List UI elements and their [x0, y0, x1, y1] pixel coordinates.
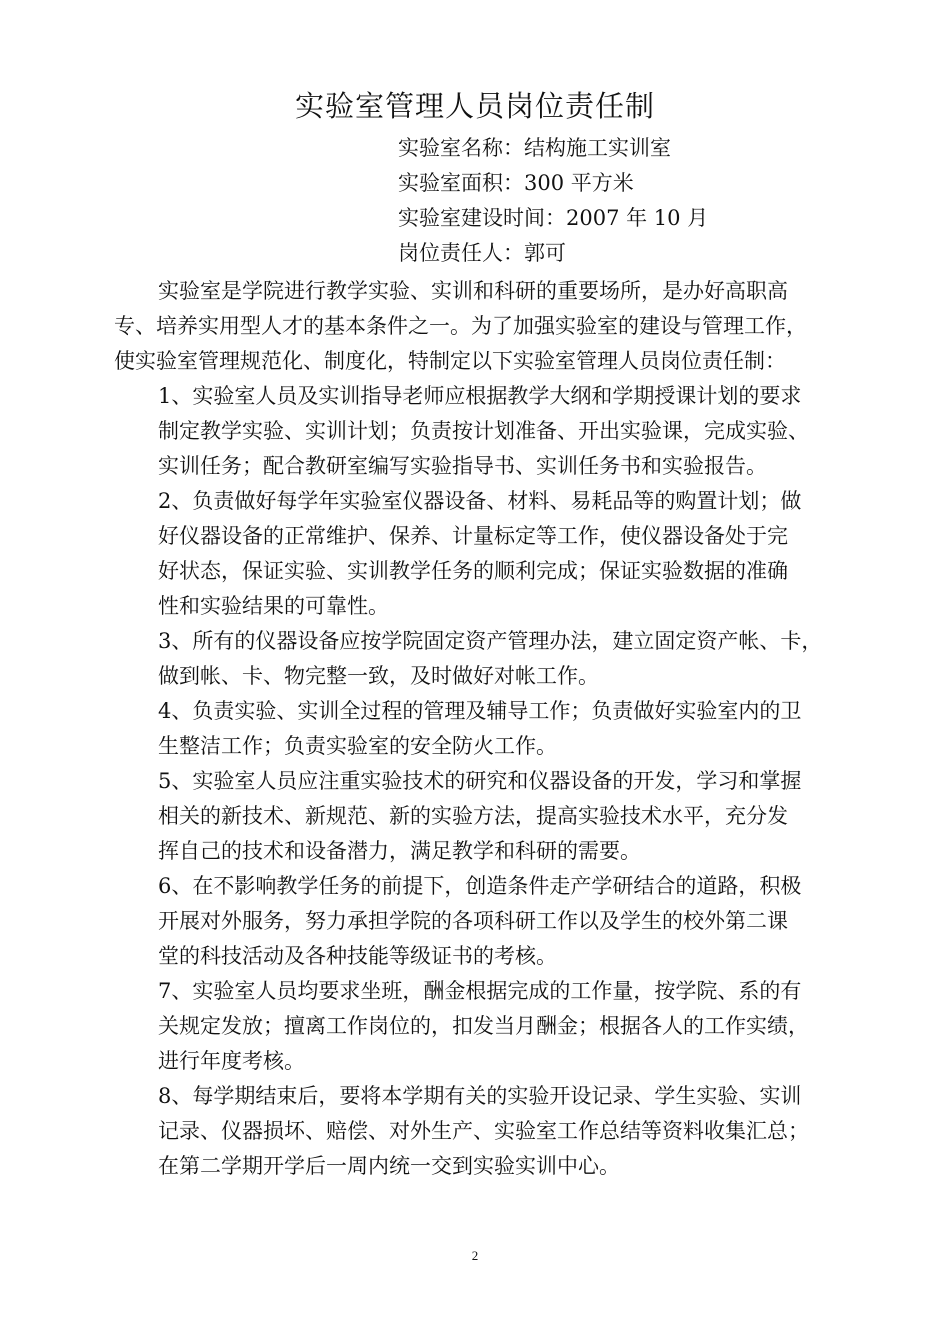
- duty-line: 4、负责实验、实训全过程的管理及辅导工作；负责做好实验室内的卫: [158, 699, 802, 723]
- duty-line: 堂的科技活动及各种技能等级证书的考核。: [158, 944, 557, 968]
- lab-info-block: [398, 131, 708, 271]
- duty-line: 相关的新技术、新规范、新的实验方法，提高实验技术水平，充分发: [158, 804, 788, 828]
- duty-list: [158, 379, 838, 1184]
- duty-line: 1、实验室人员及实训指导老师应根据教学大纲和学期授课计划的要求: [158, 384, 802, 408]
- duty-line: 8、每学期结束后，要将本学期有关的实验开设记录、学生实验、实训: [158, 1084, 802, 1108]
- duty-line: 在第二学期开学后一周内统一交到实验实训中心。: [158, 1154, 620, 1178]
- intro-line: 实验室是学院进行教学实验、实训和科研的重要场所，是办好高职高: [158, 279, 788, 303]
- duty-line: 生整洁工作；负责实验室的安全防火工作。: [158, 734, 557, 758]
- duty-line: 好状态，保证实验、实训教学任务的顺利完成；保证实验数据的准确: [158, 559, 788, 583]
- duty-line: 关规定发放；擅离工作岗位的，扣发当月酬金；根据各人的工作实绩，: [158, 1014, 809, 1038]
- lab-area: 实验室面积：300 平方米: [398, 171, 634, 195]
- lab-name: 实验室名称：结构施工实训室: [398, 136, 671, 160]
- duty-line: 实训任务；配合教研室编写实验指导书、实训任务书和实验报告。: [158, 454, 767, 478]
- lab-build-date: 实验室建设时间：2007 年 10 月: [398, 206, 709, 230]
- responsible-person: 岗位责任人：郭可: [398, 241, 566, 265]
- duty-line: 挥自己的技术和设备潜力，满足教学和科研的需要。: [158, 839, 641, 863]
- duty-item-2: [158, 484, 838, 624]
- duty-line: 6、在不影响教学任务的前提下，创造条件走产学研结合的道路，积极: [158, 874, 802, 898]
- duty-line: 记录、仪器损坏、赔偿、对外生产、实验室工作总结等资料收集汇总；: [158, 1119, 809, 1143]
- duty-line: 制定教学实验、实训计划；负责按计划准备、开出实验课，完成实验、: [158, 419, 809, 443]
- duty-line: 进行年度考核。: [158, 1049, 305, 1073]
- duty-item-7: [158, 974, 838, 1079]
- duty-line: 2、负责做好每学年实验室仪器设备、材料、易耗品等的购置计划；做: [158, 489, 802, 513]
- duty-line: 好仪器设备的正常维护、保养、计量标定等工作，使仪器设备处于完: [158, 524, 788, 548]
- duty-line: 3、所有的仪器设备应按学院固定资产管理办法，建立固定资产帐、卡，: [158, 629, 823, 653]
- duty-item-6: [158, 869, 838, 974]
- duty-line: 性和实验结果的可靠性。: [158, 594, 389, 618]
- duty-item-8: [158, 1079, 838, 1184]
- duty-line: 5、实验室人员应注重实验技术的研究和仪器设备的开发，学习和掌握: [158, 769, 802, 793]
- intro-paragraph: [114, 274, 838, 379]
- page-number: 2: [471, 1248, 479, 1263]
- duty-line: 开展对外服务，努力承担学院的各项科研工作以及学生的校外第二课: [158, 909, 788, 933]
- document-title: 实验室管理人员岗位责任制: [294, 89, 655, 123]
- intro-line: 使实验室管理规范化、制度化，特制定以下实验室管理人员岗位责任制：: [114, 349, 786, 373]
- duty-item-3: [158, 624, 838, 694]
- duty-item-5: [158, 764, 838, 869]
- duty-line: 做到帐、卡、物完整一致，及时做好对帐工作。: [158, 664, 599, 688]
- duty-item-1: [158, 379, 838, 484]
- duty-item-4: [158, 694, 838, 764]
- duty-line: 7、实验室人员均要求坐班，酬金根据完成的工作量，按学院、系的有: [158, 979, 802, 1003]
- intro-line: 专、培养实用型人才的基本条件之一。为了加强实验室的建设与管理工作，: [114, 314, 807, 338]
